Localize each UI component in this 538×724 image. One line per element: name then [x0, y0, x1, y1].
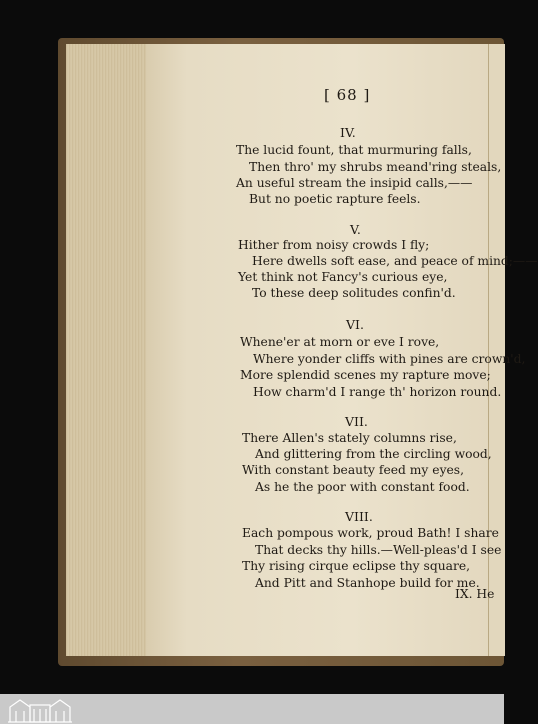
poem-line: That decks thy hills.—Well-pleas'd I see [255, 543, 502, 557]
viewer-footer-bar [0, 694, 504, 724]
poem-line: As he the poor with constant food. [255, 480, 470, 494]
stanza-heading: VII. [345, 414, 368, 429]
poem-line: There Allen's stately columns rise, [242, 431, 457, 445]
page-edges [66, 44, 149, 656]
library-building-icon [6, 695, 74, 724]
poem-line: Hither from noisy crowds I fly; [238, 238, 430, 252]
poem-line: More splendid scenes my rapture move; [240, 368, 491, 382]
next-page-edge [488, 44, 505, 656]
poem-line: Here dwells soft ease, and peace of mind;—— [252, 254, 538, 268]
poem-line: Yet think not Fancy's curious eye, [238, 270, 448, 284]
catchword: IX. He [455, 587, 495, 601]
poem-line: And Pitt and Stanhope build for me. [255, 576, 480, 590]
poem-line: And glittering from the circling wood, [255, 447, 492, 461]
poem-line: Each pompous work, proud Bath! I share [242, 526, 499, 540]
poem-line: Then thro' my shrubs meand'ring steals, [249, 160, 502, 174]
poem-line: With constant beauty feed my eyes, [242, 463, 465, 477]
stanza-heading: V. [350, 222, 361, 237]
poem-line: Thy rising cirque eclipse thy square, [242, 559, 471, 573]
poem-line: Whene'er at morn or eve I rove, [240, 335, 440, 349]
stanza-heading: IV. [340, 125, 356, 140]
poem-line: To these deep solitudes confin'd. [252, 286, 456, 300]
stanza-heading: VI. [346, 317, 364, 332]
poem-line: An useful stream the insipid calls,—— [236, 176, 473, 190]
poem-line: But no poetic rapture feels. [249, 192, 421, 206]
poem-line: How charm'd I range th' horizon round. [253, 385, 502, 399]
poem-line: Where yonder cliffs with pines are crown'd, [253, 352, 526, 366]
poem-line: The lucid fount, that murmuring falls, [236, 143, 472, 157]
stanza-heading: VIII. [345, 509, 373, 524]
page-number: [ 68 ] [324, 86, 371, 104]
